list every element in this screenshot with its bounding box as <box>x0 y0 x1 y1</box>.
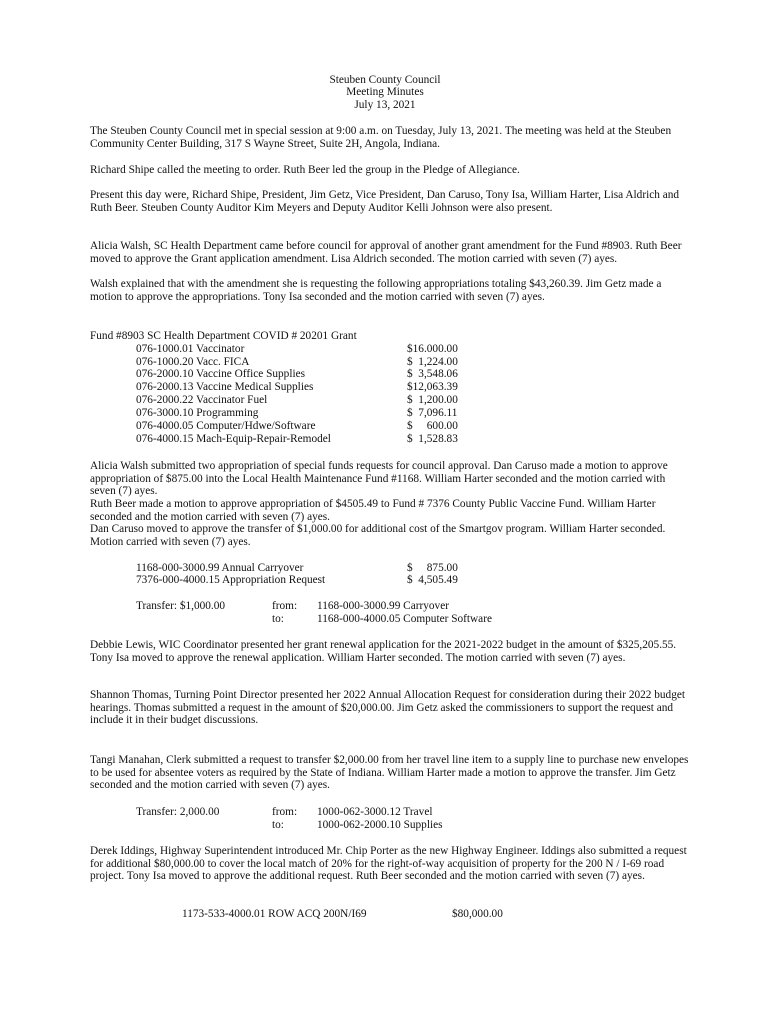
transfer-from-account: 1000-062-3000.12 Travel <box>317 806 433 818</box>
transfer-from-account: 1168-000-3000.99 Carryover <box>317 600 449 612</box>
document-title: Steuben County Council <box>329 74 441 86</box>
fund-line-code: 076-2000.13 Vaccine Medical Supplies <box>136 381 314 393</box>
fund-line-code: 076-1000.01 Vaccinator <box>136 343 245 355</box>
transfer-to-account: 1168-000-4000.05 Computer Software <box>317 613 492 625</box>
paragraph-session: The Steuben County Council met in special session at 9:00 a.m. on Tuesday, July 13, 2021. The meeting was held at the Steuben Community Center Building, 317 S Wayne Street, Suite 2H, Angola, Indiana. <box>90 125 672 150</box>
fund-line-amount: $ 1,224.00 <box>407 356 458 368</box>
paragraph-clerk-transfer: Tangi Manahan, Clerk submitted a request to transfer $2,000.00 from her travel line item to a supply line to purchase new envelopes to be used for absentee voters as required by the State of Indiana. William Harter made a motion to approve the transfer. Jim Getz seconded and the motion carried with seven (7) ayes. <box>90 754 689 792</box>
fund-line-code: 076-4000.05 Computer/Hdwe/Software <box>136 420 316 432</box>
paragraph-special-funds: Alicia Walsh submitted two appropriation of special funds requests for council approval. Dan Caruso made a motion to approve appropriation of $875.00 into the Local Health Maintenance Fund #1168. William Harter seconded and the motion carried with seven (7) ayes. <box>90 460 668 498</box>
fund-8903-title: Fund #8903 SC Health Department COVID # 20201 Grant <box>90 330 357 342</box>
fund-line-amount: $16.000.00 <box>407 343 458 355</box>
fund-line-amount: $ 7,096.11 <box>407 407 458 419</box>
transfer-amount: Transfer: 2,000.00 <box>136 806 220 818</box>
approp-code: 7376-000-4000.15 Appropriation Request <box>136 574 326 586</box>
paragraph-wic: Debbie Lewis, WIC Coordinator presented her grant renewal application for the 2021-2022 budget in the amount of $325,205.55. Tony Isa moved to approve the renewal application. William Harter seconded. The motion carried with seven (7) ayes. <box>90 639 677 664</box>
fund-line-code: 076-2000.10 Vaccine Office Supplies <box>136 368 306 380</box>
transfer-to-label: to: <box>272 613 284 625</box>
paragraph-attendance: Present this day were, Richard Shipe, President, Jim Getz, Vice President, Dan Caruso, Tony Isa, William Harter, Lisa Aldrich and Ruth Beer. Steuben County Auditor Kim Meyers and Deputy Auditor Kelli Johnson were also present. <box>90 189 680 214</box>
row-acq-code: 1173-533-4000.01 ROW ACQ 200N/I69 <box>182 908 367 920</box>
fund-line-code: 076-1000.20 Vacc. FICA <box>136 356 250 368</box>
transfer-from-label: from: <box>272 806 298 818</box>
transfer-amount: Transfer: $1,000.00 <box>136 600 226 612</box>
fund-line-amount: $12,063.39 <box>407 381 458 393</box>
transfer-from-label: from: <box>272 600 298 612</box>
meeting-date: July 13, 2021 <box>354 99 416 111</box>
paragraph-turning-point: Shannon Thomas, Turning Point Director presented her 2022 Annual Allocation Request for consideration during their 2022 budget hearings. Thomas submitted a request in the amount of $20,000.00. Jim Getz asked the commissioners to support the request and include it in their budget discussions. <box>90 689 685 727</box>
paragraph-health-approps: Walsh explained that with the amendment she is requesting the following appropriations totaling $43,260.39. Jim Getz made a motion to approve the appropriations. Tony Isa seconded and the motion carried with seven (7) ayes. <box>90 278 662 303</box>
approp-amount: $ 4,505.49 <box>407 574 458 586</box>
fund-line-code: 076-2000.22 Vaccinator Fuel <box>136 394 268 406</box>
document-subtitle: Meeting Minutes <box>346 86 424 98</box>
paragraph-health-grant: Alicia Walsh, SC Health Department came before council for approval of another grant amendment for the Fund #8903. Ruth Beer moved to approve the Grant application amendment. Lisa Aldrich seconded. The motion carried with seven (7) ayes. <box>90 240 682 265</box>
fund-line-amount: $ 1,200.00 <box>407 394 458 406</box>
transfer-to-account: 1000-062-2000.10 Supplies <box>317 819 443 831</box>
paragraph-call-to-order: Richard Shipe called the meeting to order. Ruth Beer led the group in the Pledge of Allegiance. <box>90 164 520 176</box>
row-acq-amount: $80,000.00 <box>452 908 503 920</box>
fund-line-code: 076-4000.15 Mach-Equip-Repair-Remodel <box>136 433 331 445</box>
paragraph-smartgov: Dan Caruso moved to approve the transfer of $1,000.00 for additional cost of the Smartgov program. William Harter seconded. Motion carried with seven (7) ayes. <box>90 523 666 548</box>
fund-line-amount: $ 3,548.06 <box>407 368 458 380</box>
fund-line-code: 076-3000.10 Programming <box>136 407 259 419</box>
paragraph-vaccine-fund: Ruth Beer made a motion to approve appropriation of $4505.49 to Fund # 7376 County Public Vaccine Fund. William Harter seconded and the motion carried with seven (7) ayes. <box>90 498 656 523</box>
paragraph-highway: Derek Iddings, Highway Superintendent introduced Mr. Chip Porter as the new Highway Engineer. Iddings also submitted a request for additional $80,000.00 to cover the local match of 20% for the right-of-way acquisition of property for the 200 N / I-69 road project. Tony Isa moved to approve the additional request. Ruth Beer seconded and the motion carried with seven (7) ayes. <box>90 845 687 883</box>
fund-line-amount: $ 1,528.83 <box>407 433 458 445</box>
fund-line-amount: $ 600.00 <box>407 420 458 432</box>
approp-amount: $ 875.00 <box>407 562 458 574</box>
transfer-to-label: to: <box>272 819 284 831</box>
approp-code: 1168-000-3000.99 Annual Carryover <box>136 562 304 574</box>
